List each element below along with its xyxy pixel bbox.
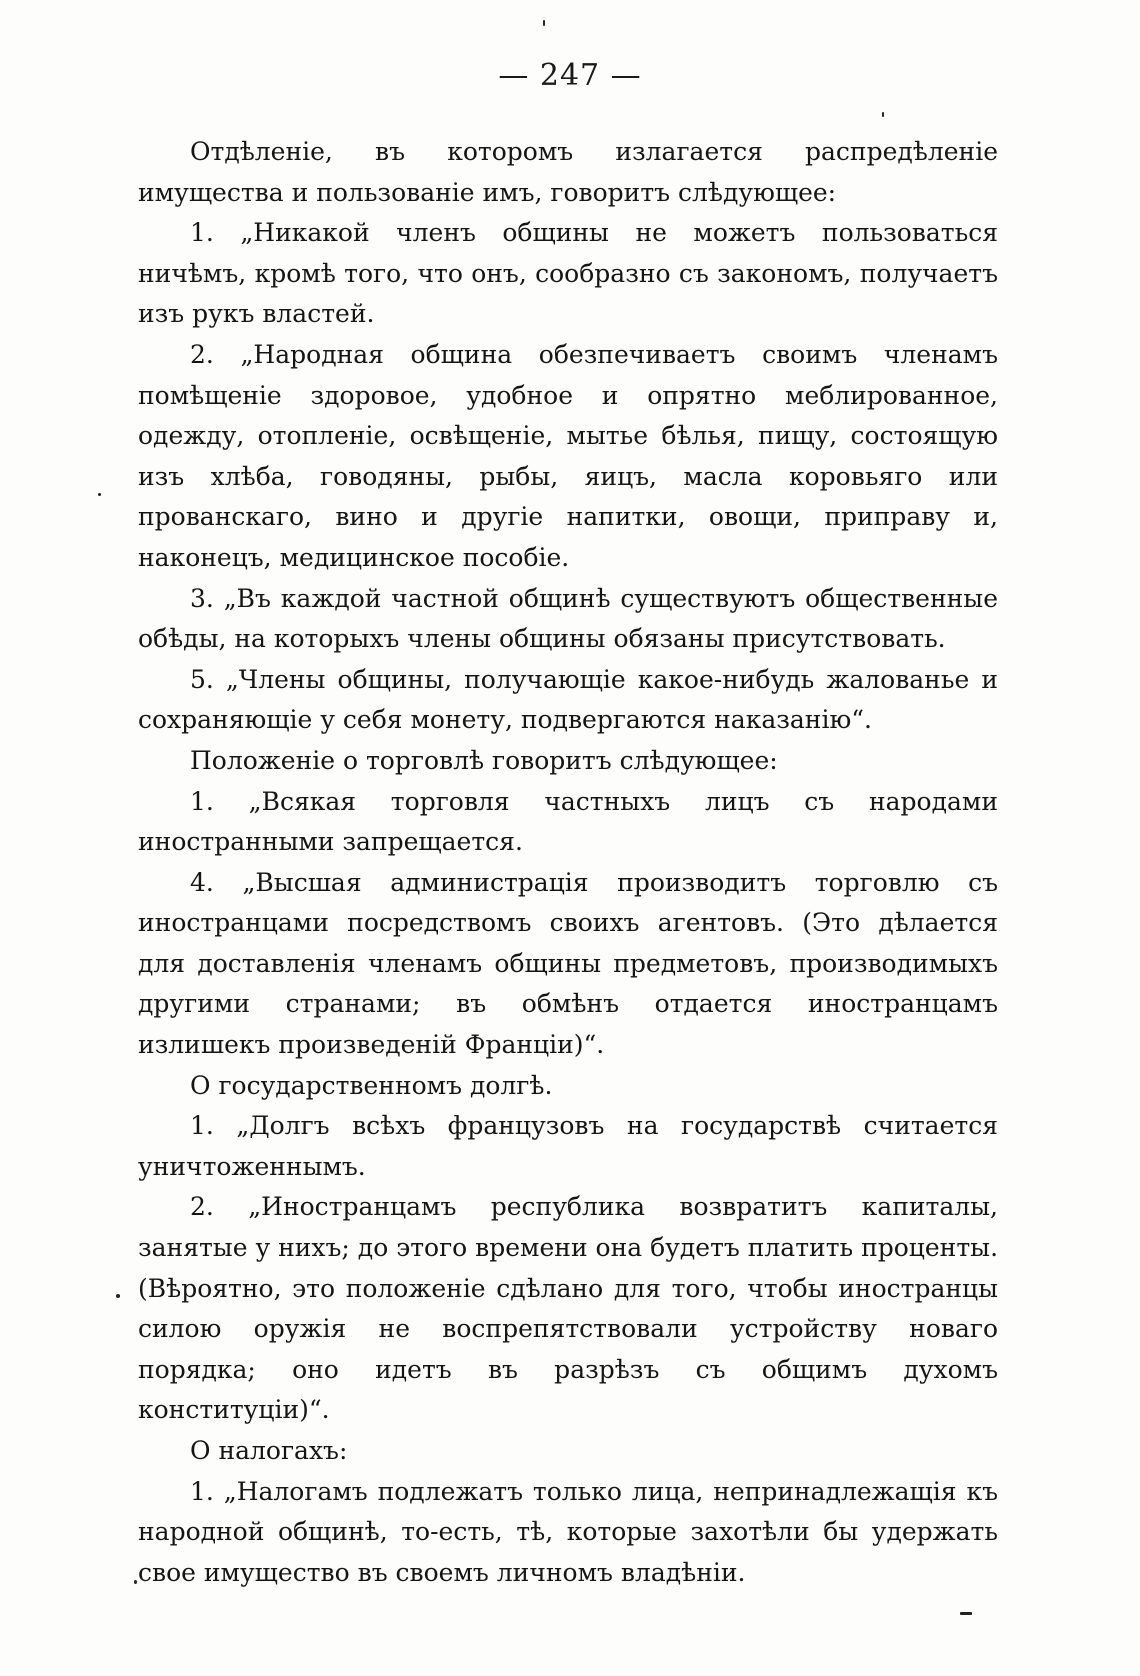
paragraph-distribution-3: 3. „Въ каждой частной общинѣ существуютъ общественные обѣды, на которыхъ члены общины обязаны присутствовать. [138, 583, 998, 654]
paragraph-trade-4: 4. „Высшая администрація производитъ торговлю съ иностранцами посредствомъ своихъ агентовъ. (Это дѣлается для доставленія членамъ общины предметовъ, производимыхъ другими странами; въ обмѣнъ отдается иностранцамъ излишекъ произведеній Франціи)“. [138, 867, 998, 1060]
paragraph-intro-trade: Положеніе о торговлѣ говоритъ слѣдующее: [190, 745, 778, 775]
scan-speck [134, 1580, 137, 1584]
paragraph-intro-debt: О государственномъ долгѣ. [190, 1070, 553, 1100]
paragraph-distribution-5: 5. „Члены общины, получающіе какое-нибудь жалованье и сохраняющіе у себя монету, подвергаются наказанію“. [138, 664, 998, 735]
scan-speck [543, 20, 545, 26]
paragraph-intro-distribution: Отдѣленіе, въ которомъ излагается распредѣленіе имущества и пользованіе имъ, говоритъ слѣдующее: [138, 137, 998, 207]
paragraph-taxes-1: 1. „Налогамъ подлежатъ только лица, непринадлежащія къ народной общинѣ, то-есть, тѣ, которые захотѣли бы удержать свое имущество въ своемъ личномъ владѣніи. [138, 1476, 998, 1587]
paragraph-distribution-1: 1. „Никакой членъ общины не можетъ пользоваться ничѣмъ, кромѣ того, что онъ, сообразно съ закономъ, получаетъ изъ рукъ властей. [138, 218, 998, 329]
paragraph-debt-2: 2. „Иностранцамъ республика возвратитъ капиталы, занятые у нихъ; до этого времени она будетъ платить проценты. (Вѣроятно, это положеніе сдѣлано для того, чтобы иностранцы силою оружія не воспрепятствовали устройству новаго порядка; оно идетъ въ разрѣзъ съ общимъ духомъ конституціи)“. [138, 1192, 999, 1425]
scan-speck [98, 493, 101, 496]
paragraph-debt-1: 1. „Долгъ всѣхъ французовъ на государствѣ считается уничтоженнымъ. [138, 1111, 998, 1181]
text-body [138, 132, 998, 1593]
paragraph-intro-taxes: О налогахъ: [190, 1436, 348, 1465]
scan-speck [882, 112, 884, 117]
page-number: — 247 — [498, 58, 642, 93]
scan-speck [960, 1612, 972, 1615]
paragraph-trade-1: 1. „Всякая торговля частныхъ лицъ съ народами иностранными запрещается. [138, 786, 998, 857]
scan-speck [116, 1294, 120, 1298]
paragraph-distribution-2: 2. „Народная община обезпечиваетъ своимъ членамъ помѣщеніе здоровое, удобное и опрятно меблированное, одежду, отопленіе, освѣщеніе, мытье бѣлья, пищу, состоящую изъ хлѣба, говодяны, рыбы, яицъ, масла коровьяго или прованскаго, вино и другіе напитки, овощи, приправу и, наконецъ, медицинское пособіе. [138, 339, 998, 572]
